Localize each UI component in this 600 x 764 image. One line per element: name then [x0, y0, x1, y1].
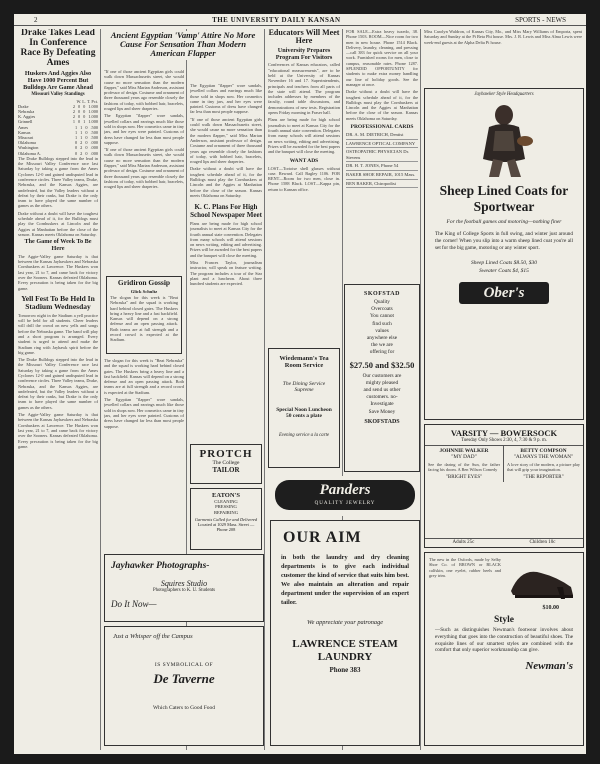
- skofstad-line: customers. no-: [366, 394, 398, 401]
- obers-price-1: Sheep Lined Coats $8.50, $30: [471, 260, 537, 266]
- laundry-name: LAWRENCE STEAM LAUNDRY: [292, 638, 398, 663]
- story-educators-2: Plans are being made for high school journalists to meet at Kansas City for the fourth annual state convention. Delegates from many schools will attend sessions on news writing, editing and advertising. Prizes will be awarded for the best papers and the banquet will close the meeting.: [268, 117, 340, 155]
- wiedemann-tag: The Dining Service Supreme: [282, 381, 326, 393]
- story-kc-a: Plans are being made for high school journalists to meet at Kansas City for the fourth annual state convention. Delegates from many schools will attend sessions on news writing, editing and advertising. Prizes will be awarded for the best papers and the banquet will close the meeting.: [190, 220, 262, 258]
- shoe-illustration: [501, 557, 579, 601]
- prof-card: BEN BAKER, Chiropodist: [346, 180, 418, 189]
- story-week: The Aggie-Valley game Saturday is that between the Kansas Jayhawkers and Nebraska Cornhuskers at Lawrence. The Huskers won last year, 21 to 7, and came back for victory over the Sooners. Kansas defeated Oklahoma. Every precaution is being taken for the big game.: [18, 253, 98, 291]
- prof-card: DR. H. T. JONES, Phone 54: [346, 162, 418, 171]
- eatons-service-3: REPAIRING: [213, 509, 239, 515]
- skofstad-line: anywhere else: [366, 335, 398, 342]
- wiedemann-evening: Evening service a la carte: [278, 433, 330, 438]
- classified-col5-2: Drake without a doubt will have the toughest schedule ahead of it, for the Bulldogs must play the Cornhuskers at Lincoln and the Aggies at Manhattan before the close of the season. Kansas meets Oklahoma on Saturday.: [346, 89, 418, 121]
- standings-record: 1 0 1 1.000: [72, 119, 98, 125]
- taverne-name: De Taverne: [153, 671, 215, 686]
- story-yellfest-cont2: The Aggie-Valley game Saturday is that between the Kansas Jayhawkers and Nebraska Cornhuskers at Lawrence. The Huskers won last year, 21 to 7, and came back for victory over the Sooners. Kansas defeated Oklahoma. Every precaution is being taken for the big game.: [18, 412, 98, 449]
- story-col3-c: Drake without a doubt will have the toughest schedule ahead of it, for the Bulldogs must play the Cornhuskers at Lincoln and the Aggies at Manhattan before the close of the season. Kansas meets Oklahoma on Saturday.: [190, 166, 262, 198]
- masthead: [14, 14, 586, 26]
- eatons-service-1: CLEANING: [214, 499, 238, 504]
- standings-row: Washington 0 2 0 .000: [18, 145, 98, 151]
- obers-logo: Ober's: [459, 282, 549, 304]
- protch-sub2: TAILOR: [212, 466, 240, 474]
- newmans-logo: Newman's: [525, 660, 573, 673]
- story-col3-a: The Egyptian "flapper" wore sandals, jewelled collars and earrings much like those sold in shops now. Her cosmetics came in tiny jars, and her eyes were painted. Customs of dress have changed far less than most people suppose.: [190, 83, 262, 115]
- skofstad-prices: $27.50 and $32.50: [349, 359, 415, 370]
- panders-sub: QUALITY JEWELRY: [314, 501, 376, 506]
- want-ads-text: LOST—Tortoise shell glasses without case. Reward. Call Bagley 1106. FOR RENT—Room for two men, close in. Phone 1588 Black. LOST—Kappa pin, return to Kansan office.: [268, 165, 340, 192]
- story-drake: The Drake Bulldogs stepped into the lead in the Missouri Valley Conference race last Saturday by taking a game from the Ames Cyclones 12-0 and gained undisputed lead in conference circles. Three Valley teams, Drake, Nebraska, and the Kansas Aggies, are undefeated, but the Valley leaders without a defeat by their ranks, but Drake is the only team to have played the same number of games as the others.: [18, 155, 98, 209]
- squires-detail: Photographers to K. U. Students: [152, 588, 216, 593]
- standings-row: Nebraska 2 0 0 1.000: [18, 108, 98, 114]
- want-ads-title: WANT ADS: [289, 158, 319, 165]
- eatons-ad: [190, 488, 262, 550]
- standings-row: Missouri 1 1 0 .500: [18, 135, 98, 140]
- skofstad-line: the we are: [371, 342, 393, 349]
- headline-kc: K. C. Plans For High School Newspaper Meet: [190, 203, 262, 219]
- skofstad-line: Save Money: [368, 408, 396, 415]
- prof-cards-title: PROFESSIONAL CARDS: [350, 124, 414, 131]
- skofstad-line: Overcoats: [371, 306, 393, 313]
- panders-name: Panders: [319, 482, 371, 498]
- story-egypt-a: "If one of those ancient Egyptian girls could walk down Massachusetts street, she would cause no more sensation than the modern flapper," said Miss Marian Anderson, assistant professor of design. Costume and ornament of three thousand years ago resemble closely the fashions of today, with bobbed hair, bracelets, rouged lips and sheer draperies.: [104, 69, 184, 112]
- skofstad-line: and send us other: [363, 387, 401, 394]
- skofstad-tail: [345, 373, 419, 416]
- skofstad-line: Our customers are: [362, 372, 402, 379]
- aim-text: in both the laundry and dry cleaning departments is to give each individual customer the kind of service that suits him best. We also maintain an alteration and repair department under the supervision of an expert tailor.: [281, 554, 409, 606]
- taverne-whisper: Just a Whisper off the Campus: [113, 633, 193, 640]
- prof-card: DR. A. M. DIETRICH, Dentist: [346, 131, 418, 140]
- skofstad-name: SKOFSTAD: [364, 291, 400, 297]
- gridiron-text: The slogan for this week is "Beat Nebraska" and the squad is working hard behind closed gates. The Huskers bring a heavy line and a fast backfield. Kansas will depend on a strong defense and an open passing attack. Both teams are at full strength and a record crowd is expected at the Stadium.: [110, 294, 178, 343]
- protch-name: PROTCH: [199, 448, 253, 460]
- prof-card: OSTEOPATHIC PHYSICIAN Dr. Stevens: [346, 148, 418, 162]
- skofstad-line: offering for: [369, 349, 395, 356]
- varsity-adults: Adults 25c: [452, 540, 475, 545]
- gridiron-byline: Glick Schultz: [130, 288, 158, 294]
- varsity-features: [425, 446, 583, 482]
- skofstad-line: Investigate: [370, 401, 394, 408]
- standings-record: 0 2 0 .000: [75, 140, 98, 146]
- standings-record: 2 0 0 1.000: [72, 108, 98, 114]
- skofstad-line: Quality: [374, 299, 390, 305]
- obers-text: The King of College Sports in full swing, and winter just around the corner! When you slip into a warm sheep lined coat you're all set for the big game, motoring or any winter sport.: [435, 231, 573, 251]
- masthead-title: THE UNIVERSITY DAILY KANSAN: [212, 15, 341, 24]
- eatons-service-2: PRESSING: [215, 504, 237, 510]
- eatons-address: Located at 1029 Mass. Street — Phone 208: [197, 522, 255, 533]
- skofstad-lines: [345, 299, 419, 357]
- story-egypt-c: "If one of those ancient Egyptian girls could walk down Massachusetts street, she would cause no more sensation than the modern flapper," said Miss Marian Anderson, assistant professor of design. Costume and ornament of three thousand years ago resemble closely the fashions of today, with bobbed hair, bracelets, rouged lips and sheer draperies.: [104, 147, 184, 190]
- classified-col5: FOR SALE—Extra heavy tuxedo, 38. Phone 1503. ROOM—Nice room for two men in new house. Phone 1514 Black. Delivery, laundry, cleaning, and pressing—call 383 for quick service on all your work. Furnished rooms for men, close to campus, reasonable rates. Phone 1287. SPLENDID OPPORTUNITY for students to make extra money handling our line of holiday goods. See the manager at once.: [346, 29, 418, 87]
- standings-table: [18, 104, 98, 156]
- standings-row: Oklahoma A. 0 2 0 .000: [18, 150, 98, 156]
- classified-col6: Miss Carolyn Waldron, of Kansas City, Mo., and Miss Mary Williams of Emporia, spent Saturday and Sunday at the Pi Beta Phi house. Mrs. J. R. Lewis and Miss Alma Lewis were week-end guests at the Alpha Delta Pi house.: [424, 29, 582, 45]
- headline-egypt: Ancient Egyptian 'Vamp' Attire No More Cause For Sensation Than Modern American Flapper: [110, 30, 256, 59]
- subhead-educators: University Prepares Program For Visitors: [275, 46, 333, 61]
- football-player-illustration: [459, 101, 549, 179]
- shoe-text: The new in the Oxfords, made by Selby Shoe Co. of BROWN or BLACK calfskin, one eyelet, rubber heels and grey trim.: [429, 557, 501, 578]
- eatons-name: EATON'S: [212, 492, 240, 499]
- column-1: [18, 29, 98, 750]
- shoe-price: $10.00: [542, 605, 559, 611]
- standings-record: 1 1 0 .500: [75, 129, 98, 135]
- standings-header: W. L. T. Pct.: [76, 98, 98, 104]
- skofstad-line: You cannot: [369, 313, 395, 320]
- aim-title: OUR AIM: [283, 529, 362, 546]
- headline-yellfest: Yell Fest To Be Held In Stadium Wednesday: [21, 293, 95, 311]
- varsity-times: Tuesday Only Shows 2:30, 4, 7:30 & 9 p. m.: [425, 438, 583, 446]
- standings-row: K. Aggies 2 0 0 1.000: [18, 114, 98, 120]
- story-drake-2: Drake without a doubt will have the toughest schedule ahead of it, for the Bulldogs must play the Cornhuskers at Lincoln and the Aggies at Manhattan before the close of the season. Kansas meets Oklahoma on Saturday.: [18, 210, 98, 237]
- wiedemann-ad: [268, 348, 340, 468]
- eatons-note: Garments Called for and Delivered: [194, 517, 258, 523]
- standings-title: Missouri Valley Standings: [31, 92, 85, 98]
- standings-row: Drake 2 0 0 1.000: [18, 103, 98, 109]
- standings-row: Oklahoma 0 2 0 .000: [18, 140, 98, 146]
- taverne-tag: Which Caters to Good Food: [152, 705, 216, 711]
- headline-drake: Drake Takes Lead In Conference Race By Defeating Ames: [20, 29, 96, 68]
- protch-sub1: The College: [212, 460, 240, 466]
- standings-row: Kansas 1 1 0 .500: [18, 129, 98, 135]
- varsity-prices: [425, 538, 583, 545]
- skofstad-line: values: [375, 327, 389, 334]
- skofstad-footer: SKOFSTADS: [364, 418, 400, 425]
- column-3: [190, 29, 262, 750]
- wiedemann-name: Wiedemann's Tea Room Service: [279, 355, 329, 369]
- prof-card: BAKER SHOE REPAIR, 1015 Mass.: [346, 171, 418, 180]
- squires-cta: Do It Now—: [111, 599, 157, 609]
- panders-logo: [275, 480, 415, 510]
- headline-educators: Educators Will Meet Here: [268, 29, 340, 46]
- masthead-sections: SPORTS - NEWS: [515, 15, 566, 24]
- standings-record: 2 0 0 1.000: [72, 114, 98, 120]
- laundry-ad: [270, 520, 420, 746]
- gridiron-box: [106, 276, 182, 354]
- obers-tag: For the football games and motoring—nothing finer: [446, 219, 562, 225]
- prof-cards-list: [346, 131, 418, 188]
- subhead-drake: Huskers And Aggies Also Have 1000 Percent But Bulldogs Are Game Ahead: [23, 69, 93, 91]
- varsity-feature-right: BETTY COMPSON "ALWAYS THE WOMAN" A love story of the modern, a picture play that will grip your imagination. "THE REPORTER": [507, 448, 580, 480]
- story-egypt-b: The Egyptian "flapper" wore sandals, jewelled collars and earrings much like those sold in shops now. Her cosmetics came in tiny jars, and her eyes were painted. Customs of dress have changed far less than most people suppose.: [104, 113, 184, 145]
- shoe-section: [425, 553, 583, 605]
- obers-ad: [424, 88, 584, 420]
- varsity-children: Children 10c: [529, 540, 556, 545]
- story-yellfest: Tomorrow night in the Stadium a yell practice will be held for all students. Cheer leaders will drill the crowd on new yells and songs before the Nebraska game. The band will play and a short program is arranged. Every student is urged to attend and make the Stadium ring with Jayhawk spirit before the big game.: [18, 312, 98, 355]
- masthead-page: 2: [34, 15, 38, 24]
- varsity-feature-left: JOHNNIE WALKER "MY DAD" See the daring of the Sun, the father facing his doom. A Ben Wilson Comedy "BRIGHT EYES": [425, 446, 504, 482]
- varsity-ad: [424, 424, 584, 548]
- gridiron-title: Gridiron Gossip: [117, 278, 171, 287]
- style-title: Style: [493, 615, 515, 625]
- panders-ad: [270, 476, 420, 516]
- protch-ad: [190, 444, 262, 484]
- standings-record: 0 2 0 .000: [75, 150, 98, 156]
- story-educators: Conferences of Kansas educators, called "educational measurements", are to be held at the University of Kansas November 16 and 17. Superintendents, principals and teachers from all parts of the state will attend. The program includes addresses by members of the faculty, round table discussions, and demonstrations of new tests. Registration opens Friday morning in Fraser hall.: [268, 62, 340, 116]
- gridiron-continued: The slogan for this week is "Beat Nebraska" and the squad is working hard behind closed gates. The Huskers bring a heavy line and a fast backfield. Kansas will depend on a strong defense and an open passing attack. Both teams are at full strength and a record crowd is expected at the Stadium. The Egyptian "flapper" wore sandals, jewelled collars and earrings much like those sold in shops now. Her cosmetics came in tiny jars, and her eyes were painted. Customs of dress have changed far less than most people suppose.: [104, 358, 184, 429]
- jayhawker-title: Jayhawker Photographs-: [111, 561, 210, 571]
- story-yellfest-cont: The Drake Bulldogs stepped into the lead in the Missouri Valley Conference race last Saturday by taking a game from the Ames Cyclones 12-0 and gained undisputed lead in conference circles. Three Valley teams, Drake, Nebraska, and the Kansas Aggies, are undefeated, but the Valley leaders without a defeat by their ranks, but Drake is the only team to have played the same number of games as the others.: [18, 357, 98, 410]
- laundry-phone: Phone 383: [329, 666, 361, 674]
- standings-record: 2 0 0 1.000: [72, 103, 98, 109]
- standings-record: 0 2 0 .000: [75, 145, 98, 151]
- standings-record: 1 1 0 .500: [75, 124, 98, 130]
- skofstad-line: mighty pleased: [365, 379, 399, 386]
- prof-card: LAWRENCE OPTICAL COMPANY: [346, 140, 418, 149]
- taverne-label: IS SYMBOLICAL OF: [154, 662, 214, 668]
- standings-row: Ames 1 1 0 .500: [18, 124, 98, 130]
- obers-headline: Sheep Lined Coats for Sportwear: [439, 183, 569, 214]
- story-col3-b: "If one of those ancient Egyptian girls could walk down Massachusetts street, she would cause no more sensation than the modern flapper," said Miss Marian Anderson, assistant professor of design. Costume and ornament of three thousand years ago resemble closely the fashions of today, with bobbed hair, bracelets, rouged lips and sheer draperies.: [190, 116, 262, 165]
- story-week-title: The Game of Week To Be Here: [24, 238, 92, 253]
- squires-name: Squires Studio: [160, 579, 208, 588]
- story-kc-b: Miss Frances Taylor, journalism instructor, will speak on feature writing. The program includes a tour of the Star plant and a luncheon. About three hundred students are expected.: [190, 260, 262, 287]
- varsity-title: VARSITY — BOWERSOCK: [450, 428, 558, 438]
- newspaper-page: [14, 14, 586, 754]
- newmans-ad: [424, 552, 584, 746]
- standings-record: 1 1 0 .500: [75, 135, 98, 140]
- aim-patronage: We appreciate your patronage: [306, 619, 384, 626]
- obers-header: Jayhawker Style Headquarters: [474, 92, 534, 97]
- style-text: —Such as distinguishes Newman's footwear involves about everything that goes into the construction of beautiful shoes. The exquisite lines of our smartest styles are combined with the comfort that only superior workmanship can give.: [435, 627, 573, 654]
- obers-price-2: Sweater Coats $4, $15: [479, 268, 529, 274]
- skofstad-ad: [344, 284, 420, 472]
- wiedemann-special: Special Noon Luncheon 50 cents a plate: [276, 407, 332, 419]
- skofstad-line: find such: [372, 320, 392, 327]
- standings-row: Grinnell 1 0 1 1.000: [18, 119, 98, 125]
